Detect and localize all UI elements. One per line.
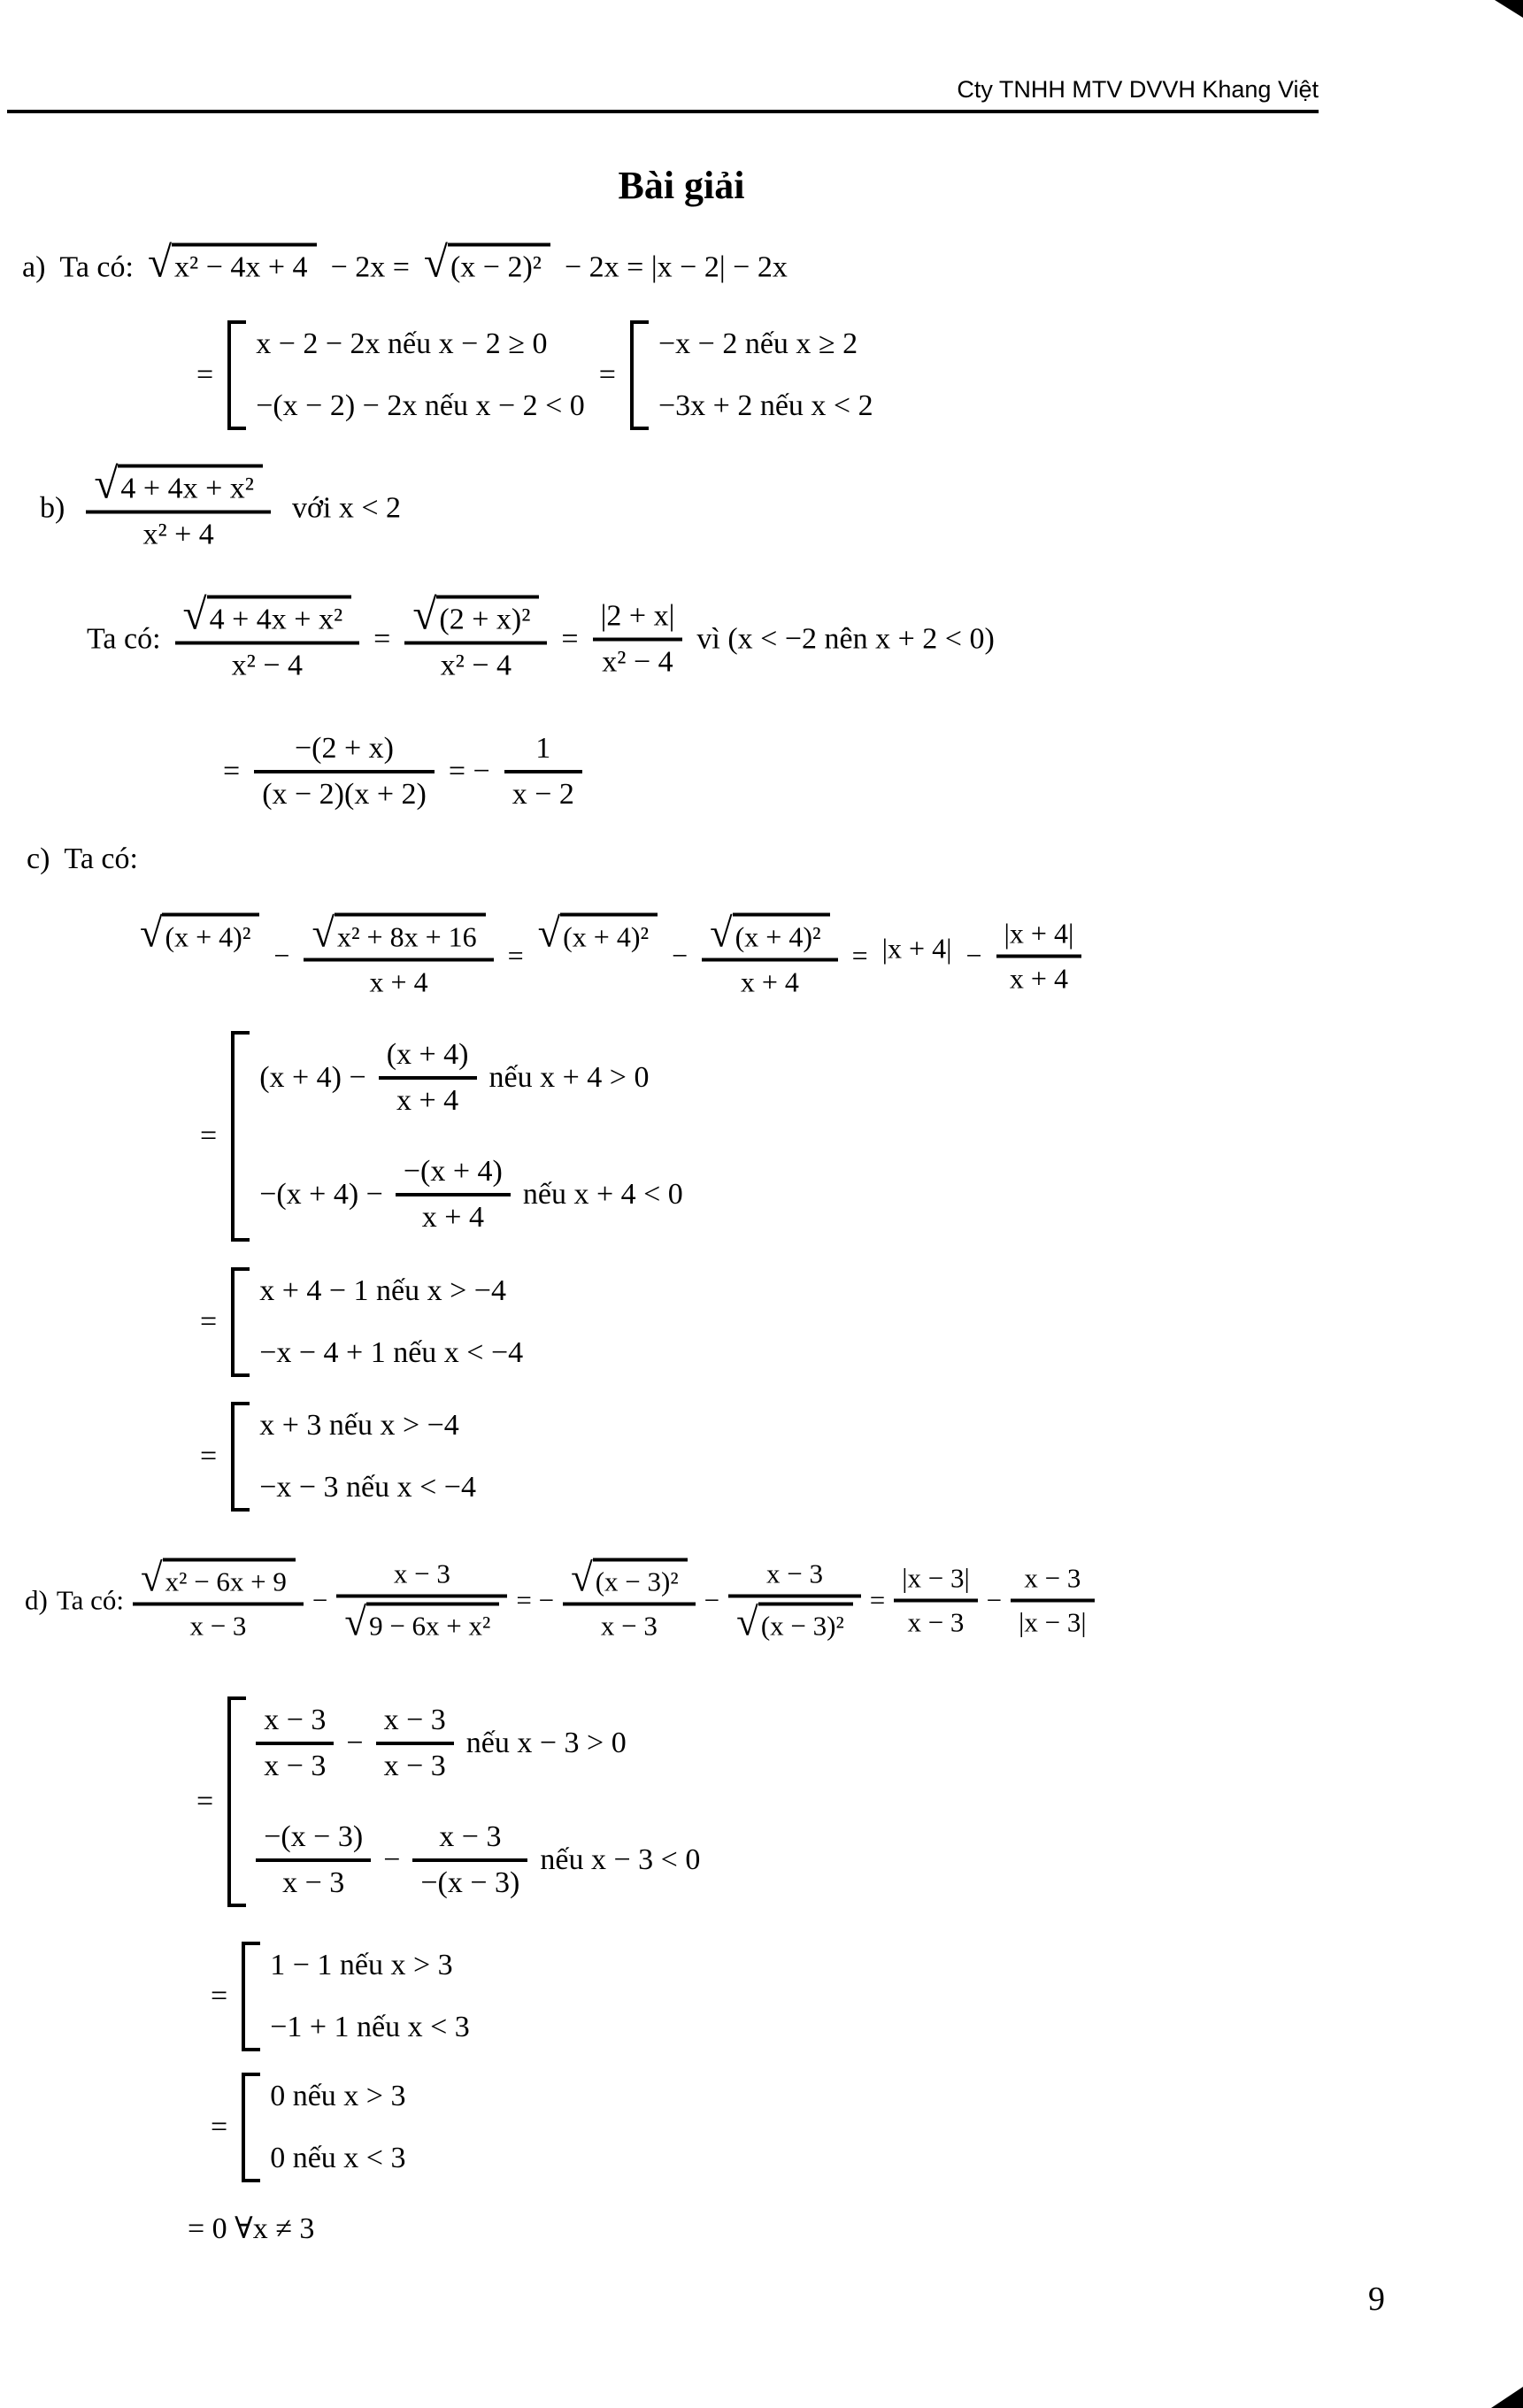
fraction <box>336 1558 507 1643</box>
fraction-numerator: (x + 4) <box>379 1038 477 1080</box>
radicand: (x − 3)² <box>593 1558 688 1598</box>
page-title: Bài giải <box>618 164 745 207</box>
fraction-numerator <box>175 589 360 645</box>
part-b-line3 <box>223 732 582 812</box>
fraction-numerator: −(x + 4) <box>396 1155 511 1196</box>
equals-minus-sign: = − <box>448 755 490 788</box>
case-row: −x − 4 + 1 nếu x < −4 <box>259 1336 524 1369</box>
fraction-numerator: −(x − 3) <box>256 1820 371 1862</box>
fraction <box>593 599 683 679</box>
case-row: −3x + 2 nếu x < 2 <box>658 389 873 422</box>
equals-sign: = <box>200 1305 218 1338</box>
fraction-numerator: |2 + x| <box>593 599 683 641</box>
case-row: −x − 2 nếu x ≥ 2 <box>658 327 858 360</box>
equals-sign: = <box>223 755 241 788</box>
fraction <box>86 458 271 552</box>
case-row: −(x − 2) − 2x nếu x − 2 < 0 <box>256 389 585 422</box>
part-c-block3 <box>200 1402 476 1512</box>
part-c-heading <box>27 842 138 876</box>
radical-icon: √ <box>423 237 448 287</box>
fraction-denominator: x − 3 <box>282 1866 345 1899</box>
fraction <box>563 1555 696 1643</box>
equals-sign: = <box>561 622 579 655</box>
fraction-denominator: x + 4 <box>740 966 799 998</box>
fraction-numerator: x − 3 <box>376 1704 454 1745</box>
fraction <box>256 1820 371 1900</box>
condition-text: nếu x − 3 < 0 <box>540 1843 701 1876</box>
equals-sign: = <box>598 358 616 391</box>
cases-block <box>242 2073 405 2182</box>
condition-text: với x < 2 <box>291 491 402 524</box>
equals-minus-sign: = − <box>516 1584 555 1615</box>
fraction <box>504 732 582 812</box>
fraction-denominator: x − 2 <box>512 778 574 811</box>
case-row <box>256 1820 700 1900</box>
fraction-numerator: x − 3 <box>256 1704 334 1745</box>
sqrt-expression <box>312 911 485 957</box>
part-a-line1 <box>22 237 788 287</box>
radical-icon: √ <box>182 589 207 639</box>
fraction-denominator: x − 3 <box>907 1606 965 1637</box>
radicand: 4 + 4x + x² <box>207 596 352 637</box>
fraction-numerator <box>404 589 547 645</box>
minus-sign: − <box>965 939 982 972</box>
fraction <box>304 913 493 999</box>
radicand: (x − 3)² <box>758 1603 853 1643</box>
part-d-line1 <box>25 1555 1095 1644</box>
condition-text: nếu x − 3 > 0 <box>465 1727 627 1759</box>
fraction-numerator: |x − 3| <box>894 1562 977 1602</box>
fraction <box>412 1820 527 1900</box>
cases-block <box>227 1696 700 1907</box>
case-row: −1 + 1 nếu x < 3 <box>270 2011 470 2043</box>
condition-text: nếu x + 4 < 0 <box>522 1178 683 1211</box>
fraction <box>396 1155 511 1235</box>
minus-sign: − <box>273 939 290 972</box>
fraction-numerator <box>86 458 271 514</box>
fraction-denominator: x + 4 <box>396 1084 459 1117</box>
radicand: x² + 8x + 16 <box>335 913 486 954</box>
radicand: (x − 2)² <box>448 243 550 285</box>
fraction-numerator <box>133 1555 304 1606</box>
cases-block <box>242 1942 470 2051</box>
case-row <box>256 1704 700 1783</box>
fraction-denominator: x + 4 <box>1009 962 1068 994</box>
sqrt-expression <box>147 237 317 287</box>
part-d-label: d) <box>25 1584 48 1615</box>
sqrt-expression <box>94 458 263 508</box>
cases-block <box>231 1402 476 1512</box>
ta-co-label: Ta có: <box>59 250 134 284</box>
fraction-denominator: x² − 4 <box>602 645 673 678</box>
sqrt-expression <box>710 911 829 957</box>
sqrt-expression <box>412 589 539 639</box>
fraction-denominator: x − 3 <box>264 1750 327 1782</box>
fraction-denominator: x + 4 <box>369 966 428 998</box>
part-d-block3 <box>211 2073 405 2182</box>
part-c-label: c) <box>27 842 50 875</box>
fraction-denominator: (x − 2)(x + 2) <box>262 778 427 811</box>
equals-sign: = <box>507 939 524 972</box>
fraction <box>894 1562 977 1638</box>
equals-sign: = <box>851 939 868 972</box>
case-row: 1 − 1 nếu x > 3 <box>270 1949 453 1981</box>
fraction-numerator: −(2 + x) <box>254 732 435 773</box>
radicand: (2 + x)² <box>436 596 539 637</box>
fraction-numerator: |x + 4| <box>996 917 1082 958</box>
equals-sign: = <box>211 1980 228 2012</box>
fraction-denominator: x − 3 <box>600 1610 658 1642</box>
part-c-block2 <box>200 1267 523 1377</box>
minus-sign: − <box>704 1584 720 1615</box>
radical-icon: √ <box>94 458 119 508</box>
equals-sign: = <box>373 622 391 655</box>
minus-sign: − <box>383 1843 401 1876</box>
scan-corner-bottom-right <box>1491 2387 1523 2408</box>
radical-icon: √ <box>710 911 733 957</box>
fraction-denominator: |x − 3| <box>1019 1606 1087 1637</box>
fraction-denominator <box>336 1598 507 1643</box>
fraction <box>379 1038 477 1118</box>
fraction-numerator: 1 <box>504 732 582 773</box>
sqrt-expression <box>736 1599 853 1644</box>
page-number: 9 <box>1368 2281 1385 2318</box>
sqrt-expression <box>537 911 658 956</box>
radical-icon: √ <box>736 1599 758 1644</box>
cases-block <box>227 320 585 430</box>
radical-icon: √ <box>571 1555 593 1600</box>
page-header-company: Cty TNHH MTV DVVH Khang Việt <box>957 76 1319 103</box>
part-d-block2 <box>211 1942 470 2051</box>
equals-sign: = <box>196 1785 214 1818</box>
equals-sign: = <box>869 1584 886 1615</box>
case-row: x + 4 − 1 nếu x > −4 <box>259 1274 506 1307</box>
equals-sign: = <box>211 2111 228 2143</box>
case-row: 0 nếu x < 3 <box>270 2142 406 2174</box>
case-row <box>259 1155 683 1235</box>
radical-icon: √ <box>537 911 561 956</box>
sqrt-expression <box>423 237 550 287</box>
fraction-numerator <box>304 913 493 962</box>
equals-sign: = <box>200 1119 218 1152</box>
fraction-numerator: x − 3 <box>336 1558 507 1598</box>
fraction <box>133 1555 304 1643</box>
radical-icon: √ <box>140 1555 163 1600</box>
equals-sign: = <box>200 1440 218 1473</box>
minus-sign: − <box>312 1584 328 1615</box>
radical-icon: √ <box>312 911 335 957</box>
case-row: 0 nếu x > 3 <box>270 2080 406 2112</box>
case-row <box>259 1038 683 1118</box>
sqrt-expression <box>140 911 259 956</box>
part-a-line2 <box>196 320 873 430</box>
fraction <box>376 1704 454 1783</box>
part-d-final <box>188 2211 314 2246</box>
fraction <box>1011 1562 1094 1638</box>
sqrt-expression <box>571 1555 688 1600</box>
part-d-block1 <box>196 1696 700 1907</box>
math-text: = 0 ∀x ≠ 3 <box>188 2212 315 2245</box>
case-row: x + 3 nếu x > −4 <box>259 1409 459 1442</box>
fraction-denominator: x² − 4 <box>231 649 304 682</box>
header-rule <box>7 110 1319 113</box>
fraction-numerator: x − 3 <box>728 1558 861 1598</box>
part-c-block1 <box>200 1031 683 1242</box>
cases-block <box>630 320 873 430</box>
radical-icon: √ <box>412 589 437 639</box>
radicand: (x + 4)² <box>733 913 830 954</box>
fraction <box>728 1558 861 1643</box>
cases-block <box>231 1031 683 1242</box>
fraction-denominator: x² − 4 <box>440 649 512 682</box>
fraction-numerator <box>702 913 837 962</box>
radical-icon: √ <box>140 911 163 956</box>
part-c-line1 <box>140 913 1081 999</box>
fraction-denominator: −(x − 3) <box>420 1866 520 1899</box>
radical-icon: √ <box>147 237 173 287</box>
fraction-numerator: x − 3 <box>412 1820 527 1862</box>
equals-sign: = <box>196 358 214 391</box>
fraction <box>404 589 547 683</box>
math-text: −(x + 4) − <box>259 1178 383 1211</box>
fraction <box>702 913 837 999</box>
fraction-denominator <box>728 1598 861 1643</box>
part-a-label: a) <box>22 250 46 284</box>
minus-sign: − <box>672 939 688 972</box>
sqrt-expression <box>182 589 352 639</box>
part-b-line2 <box>87 589 995 683</box>
fraction <box>256 1704 334 1783</box>
math-text: (x + 4) − <box>259 1061 366 1094</box>
fraction-denominator: x + 4 <box>421 1201 484 1234</box>
part-b-heading <box>40 458 402 552</box>
radicand: 9 − 6x + x² <box>366 1603 499 1643</box>
fraction-numerator <box>563 1555 696 1606</box>
minus-sign: − <box>986 1584 1003 1615</box>
fraction <box>996 917 1082 995</box>
abs-value-text: |x + 4| <box>881 932 952 965</box>
radicand: x² − 4x + 4 <box>172 243 317 285</box>
radicand: x² − 6x + 9 <box>163 1558 296 1598</box>
fraction-denominator: x − 3 <box>383 1750 446 1782</box>
minus-sign: − <box>346 1727 364 1759</box>
fraction-numerator: x − 3 <box>1011 1562 1094 1602</box>
case-row: x − 2 − 2x nếu x − 2 ≥ 0 <box>256 327 548 360</box>
radical-icon: √ <box>344 1599 367 1644</box>
ta-co-label: Ta có: <box>64 842 138 875</box>
radicand: (x + 4)² <box>162 912 259 953</box>
fraction <box>175 589 360 683</box>
sqrt-expression <box>140 1555 296 1600</box>
math-text: − 2x = |x − 2| − 2x <box>565 250 788 284</box>
radicand: 4 + 4x + x² <box>118 465 263 506</box>
math-text: − 2x = <box>330 250 410 284</box>
scan-corner-top-right <box>1495 0 1523 18</box>
fraction-denominator: x² + 4 <box>142 518 214 551</box>
fraction <box>254 732 435 812</box>
case-row: −x − 3 nếu x < −4 <box>259 1471 476 1504</box>
fraction-denominator: x − 3 <box>189 1610 247 1642</box>
cases-block <box>231 1267 523 1377</box>
part-b-label: b) <box>40 491 65 524</box>
reason-text: vì (x < −2 nên x + 2 < 0) <box>696 622 995 655</box>
ta-co-label: Ta có: <box>87 622 161 655</box>
ta-co-label: Ta có: <box>56 1584 124 1615</box>
sqrt-expression <box>344 1599 499 1644</box>
condition-text: nếu x + 4 > 0 <box>488 1061 650 1094</box>
radicand: (x + 4)² <box>560 912 658 953</box>
